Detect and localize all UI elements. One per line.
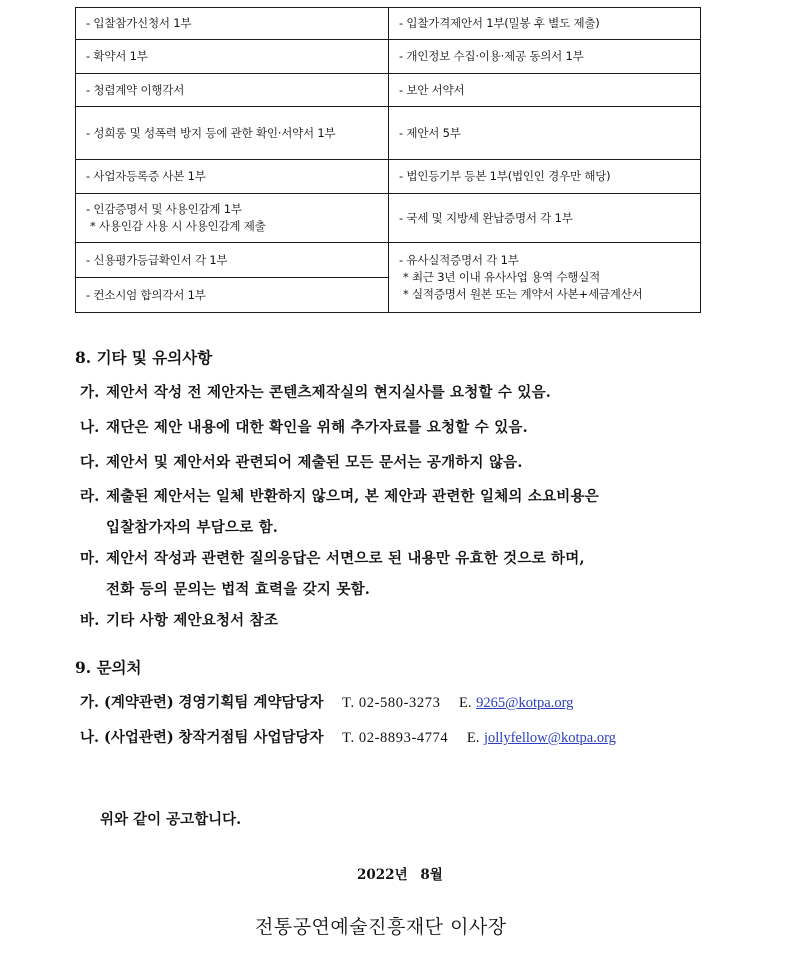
email-label: E.	[459, 695, 472, 711]
contact-phone: T. 02-8893-4774	[342, 730, 449, 746]
list-item	[80, 381, 551, 402]
table-cell: - 컨소시엄 합의각서 1부	[76, 278, 389, 313]
list-item	[80, 609, 278, 630]
list-marker: 가.	[80, 694, 100, 711]
list-item	[80, 451, 523, 472]
contact-row	[80, 726, 616, 747]
table-cell: - 입찰가격제안서 1부(밀봉 후 별도 제출)	[389, 8, 701, 40]
contact-tag: (사업관련)	[104, 729, 174, 746]
table-cell: - 확약서 1부	[76, 40, 389, 74]
contact-phone: T. 02-580-3273	[342, 695, 441, 711]
table-cell	[389, 243, 701, 313]
list-item	[80, 416, 528, 437]
signer-name: 전통공연예술진흥재단 이사장	[255, 916, 507, 938]
list-item-text: 기타 사항 제안요청서 참조	[106, 612, 279, 629]
table-cell: - 개인정보 수집·이용·제공 동의서 1부	[389, 40, 701, 74]
list-item	[80, 485, 599, 537]
list-marker: 다.	[80, 454, 100, 471]
table-cell: - 제안서 5부	[389, 107, 701, 160]
table-row	[76, 74, 701, 107]
contact-dept: 창작거점팀 사업담당자	[178, 729, 324, 746]
table-cell: - 신용평가등급확인서 각 1부	[76, 243, 389, 278]
table-row	[76, 40, 701, 74]
email-link[interactable]: 9265@kotpa.org	[476, 695, 574, 711]
table-cell: - 보안 서약서	[389, 74, 701, 107]
list-marker: 마.	[80, 550, 100, 567]
list-marker: 가.	[80, 384, 100, 401]
list-item	[80, 547, 585, 599]
list-item-continuation: 전화 등의 문의는 법적 효력을 갖지 못함.	[106, 581, 371, 598]
list-item-text: 제출된 제안서는 일체 반환하지 않으며, 본 제안과 관련한 일체의 소요비용은	[106, 488, 599, 505]
list-item-continuation: 입찰참가자의 부담으로 함.	[106, 519, 279, 536]
list-marker: 나.	[80, 419, 100, 436]
announcement-closing: 위와 같이 공고합니다.	[100, 811, 242, 828]
table-row	[76, 8, 701, 40]
table-cell: - 입찰참가신청서 1부	[76, 8, 389, 40]
table-row	[76, 243, 701, 278]
list-item-text: 제안서 작성과 관련한 질의응답은 서면으로 된 내용만 유효한 것으로 하며,	[106, 550, 585, 567]
cell-note: * 최근 3년 이내 유사사업 용역 수행실적	[403, 270, 601, 284]
section-heading-contact: 9. 문의처	[75, 658, 142, 677]
section-heading-notes: 8. 기타 및 유의사항	[75, 348, 213, 367]
contact-row	[80, 691, 573, 712]
table-cell: - 법인등기부 등본 1부(법인인 경우만 해당)	[389, 160, 701, 194]
contact-dept: 경영기획팀 계약담당자	[178, 694, 324, 711]
table-cell: - 청렴계약 이행각서	[76, 74, 389, 107]
list-item-text: 제안서 및 제안서와 관련되어 제출된 모든 문서는 공개하지 않음.	[106, 454, 523, 471]
cell-note: * 사용인감 사용 시 사용인감계 제출	[90, 219, 266, 233]
email-label: E.	[466, 730, 480, 746]
table-row	[76, 160, 701, 194]
table-cell: - 성희롱 및 성폭력 방지 등에 관한 확인·서약서 1부	[76, 107, 389, 160]
list-item-text: 재단은 제안 내용에 대한 확인을 위해 추가자료를 요청할 수 있음.	[106, 419, 528, 436]
table-cell: - 사업자등록증 사본 1부	[76, 160, 389, 194]
table-cell	[76, 194, 389, 243]
cell-line: - 유사실적증명서 각 1부	[399, 253, 519, 267]
list-item-text: 제안서 작성 전 제안자는 콘텐츠제작실의 현지실사를 요청할 수 있음.	[106, 384, 552, 401]
list-marker: 라.	[80, 488, 100, 505]
list-marker: 나.	[80, 729, 100, 746]
cell-note: * 실적증명서 원본 또는 계약서 사본+세금계산서	[403, 287, 643, 301]
list-marker: 바.	[80, 612, 100, 629]
email-link[interactable]: jollyfellow@kotpa.org	[484, 730, 616, 746]
cell-line: - 인감증명서 및 사용인감계 1부	[86, 202, 242, 216]
table-row	[76, 194, 701, 243]
announcement-date: 2022년 8월	[357, 867, 443, 883]
table-row	[76, 107, 701, 160]
contact-tag: (계약관련)	[104, 694, 174, 711]
table-cell: - 국세 및 지방세 완납증명서 각 1부	[389, 194, 701, 243]
required-documents-table	[75, 7, 701, 313]
